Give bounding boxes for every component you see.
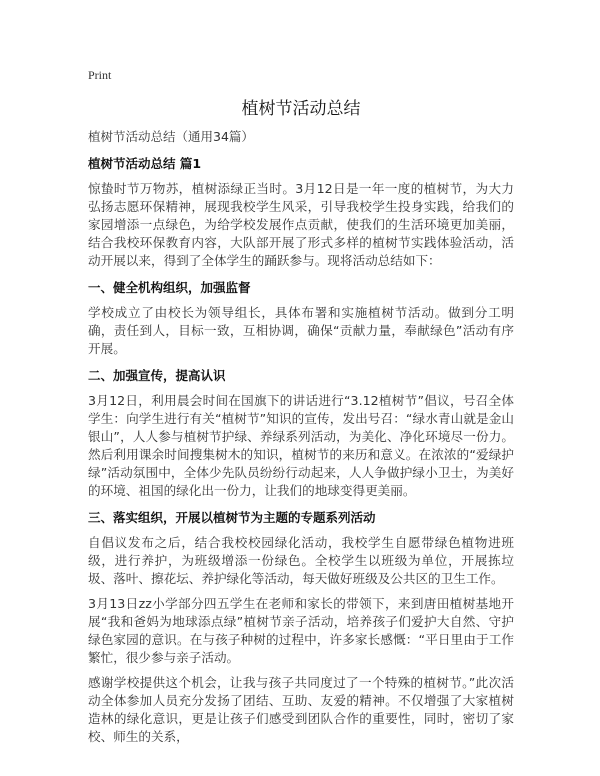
- paragraph: 感谢学校提供这个机会，让我与孩子共同度过了一个特殊的植树节。”此次活动全体参加人员充分发扬了团结、互助、友爱的精神。不仅增强了大家植树造林的绿化意识，更是让孩子们感受到团队合作的重要性，同时，密切了家校、师生的关系，: [88, 675, 514, 744]
- paragraph: 学校成立了由校长为领导组长，具体布署和实施植树节活动。做到分工明确，责任到人，目标一致，互相协调，确保“贡献力量，奉献绿色”活动有序开展。: [88, 305, 514, 356]
- subsection-heading: 二、加强宣传，提高认识: [88, 368, 226, 383]
- document-body: [88, 180, 514, 746]
- document-subtitle: 植树节活动总结（通用34篇）: [88, 129, 254, 144]
- subsection-heading: 一、健全机构组织，加强监督: [88, 280, 251, 295]
- document-page: [88, 66, 514, 746]
- section-heading: 植树节活动总结 篇1: [88, 156, 202, 171]
- paragraph: 自倡议发布之后，结合我校校园绿化活动，我校学生自愿带绿色植物进班级，进行养护，为班级增添一份绿色。全校学生以班级为单位，开展拣垃圾、落叶、擦花坛、养护绿化等活动，每天做好班级及公共区的卫生工作。: [88, 535, 514, 586]
- subsection-heading: 三、落实组织，开展以植树节为主题的专题系列活动: [88, 510, 376, 525]
- paragraph: 3月12日，利用晨会时间在国旗下的讲话进行“3.12植树节”倡议，号召全体学生：向学生进行有关“植树节”知识的宣传，发出号召：“绿水青山就是金山银山”，人人参与植树节护绿、养绿系列活动，为美化、净化环境尽一份力。然后利用课余时间搜集树木的知识，植树节的来历和意义。在浓浓的“爱绿护绿”活动氛围中，全体少先队员纷纷行动起来，人人争做护绿小卫士，为美好的环境、祖国的绿化出一份力，让我们的地球变得更美丽。: [88, 393, 514, 498]
- paragraph: 惊蛰时节万物苏，植树添绿正当时。3月12日是一年一度的植树节，为大力弘扬志愿环保精神，展现我校学生风采，引导我校学生投身实践，给我们的家园增添一点绿色，为给学校发展作点贡献，使我们的生活环境更加美丽，结合我校环保教育内容，大队部开展了形式多样的植树节实践体验活动，活动开展以来，得到了全体学生的踊跃参与。现将活动总结如下：: [88, 181, 514, 268]
- document-title: 植树节活动总结: [241, 99, 361, 119]
- paragraph: 3月13日zz小学部分四五学生在老师和家长的带领下，来到唐田植树基地开展“我和爸妈为地球添点绿”植树节亲子活动，培养孩子们爱护大自然、守护绿色家园的意识。在与孩子种树的过程中，许多家长感慨：“平日里由于工作繁忙，很少参与亲子活动。: [88, 596, 514, 665]
- print-link[interactable]: Print: [88, 68, 112, 82]
